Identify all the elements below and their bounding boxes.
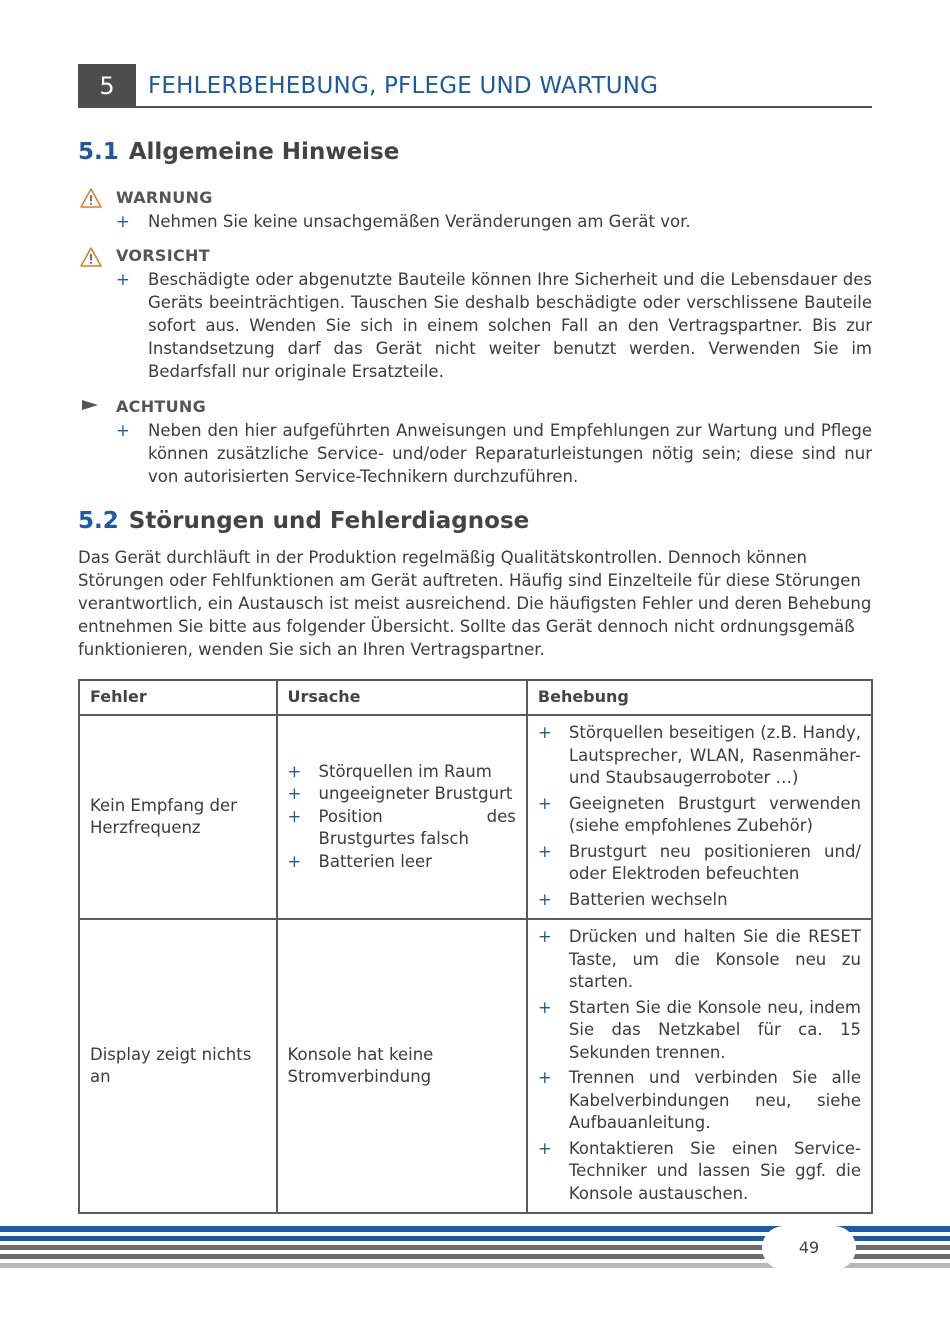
plus-bullet-icon: +: [116, 421, 130, 440]
column-header-fault: Fehler: [79, 680, 277, 715]
fix-cell: [527, 919, 872, 1213]
table-header-row: [79, 680, 872, 715]
chapter-number: 5: [78, 64, 136, 108]
plus-bullet-icon: +: [116, 270, 130, 289]
plus-bullet-icon: +: [537, 723, 552, 742]
plus-bullet-icon: +: [287, 851, 302, 871]
section-number: 5.2: [78, 508, 119, 534]
chapter-rule: [136, 106, 872, 108]
plus-bullet-icon: +: [287, 784, 302, 804]
plus-bullet-icon: +: [537, 1068, 552, 1087]
section-number: 5.1: [78, 139, 119, 165]
plus-bullet-icon: +: [537, 997, 552, 1017]
section-title: Allgemeine Hinweise: [128, 139, 400, 165]
intro-paragraph: Das Gerät durchläuft in der Produktion regelmäßig Qualitätskontrollen. Dennoch können Störungen oder Fehlfunktionen am Gerät auftreten. Häufig sind Einzelteile für diese Störungen verantwortlich, ein Austausch ist meist ausreichend. Die häufigsten Fehler und deren Behebung entnehmen Sie bitte aus folgender Übersicht. Sollte das Gerät dennoch nicht ordnungsgemäß funktionieren, wenden Sie sich an Ihren Vertragspartner.: [78, 548, 872, 659]
column-header-cause: Ursache: [277, 680, 527, 715]
fault-table: [78, 679, 873, 1214]
plus-bullet-icon: +: [116, 212, 130, 231]
warning-triangle-icon: [80, 247, 102, 267]
warning-title: WARNUNG: [116, 188, 213, 207]
list-item: + Brustgurt neu positionieren und/ oder Elektroden befeuchten: [538, 841, 861, 886]
list-item: + Batterien leer: [288, 851, 516, 874]
plus-bullet-icon: +: [287, 761, 302, 781]
list-item: + Trennen und verbinden Sie alle Kabelverbindungen neu, siehe Aufbauanleitung.: [538, 1067, 861, 1135]
table-row: [79, 715, 872, 919]
plus-bullet-icon: +: [287, 806, 302, 826]
caution-title: VORSICHT: [116, 246, 210, 265]
attention-list: [116, 419, 872, 488]
cause-cell: Konsole hat keine Stromverbindung: [277, 919, 527, 1213]
list-item: + Nehmen Sie keine unsachgemäßen Veränderungen am Gerät vor.: [116, 212, 691, 231]
warning-triangle-icon: [80, 188, 102, 208]
column-header-fix: Behebung: [527, 680, 872, 715]
chapter-header: [78, 64, 872, 108]
plus-bullet-icon: +: [537, 889, 552, 909]
plus-bullet-icon: +: [537, 1138, 552, 1158]
list-item: + ungeeigneter Brustgurt: [288, 783, 516, 806]
plus-bullet-icon: +: [537, 793, 552, 813]
list-item: + Kontaktieren Sie einen Service-Techniker und lassen Sie ggf. die Konsole austauschen.: [538, 1138, 861, 1206]
list-item: + Störquellen im Raum: [288, 761, 516, 784]
cause-cell: [277, 715, 527, 919]
plus-bullet-icon: +: [537, 841, 552, 861]
arrow-right-icon: [80, 398, 100, 412]
attention-title: ACHTUNG: [116, 397, 207, 416]
list-item: + Neben den hier aufgeführten Anweisungen und Empfehlungen zur Wartung und Pflege können zusätzliche Service- und/oder Reparaturleistungen nötig sein; diese sind nur von autorisierten Service-Technikern durchzuführen.: [116, 421, 872, 486]
list-item: + Geeigneten Brustgurt verwenden (siehe empfohlenes Zubehör): [538, 793, 861, 838]
fix-cell: [527, 715, 872, 919]
plus-bullet-icon: +: [537, 927, 552, 946]
section-title: Störungen und Fehlerdiagnose: [128, 508, 530, 534]
list-item: + Batterien wechseln: [538, 889, 861, 912]
chapter-title: FEHLERBEHEBUNG, PFLEGE UND WARTUNG: [148, 73, 659, 99]
fault-cell: Kein Empfang der Herzfrequenz: [79, 715, 277, 919]
page-number: 49: [762, 1226, 856, 1270]
fault-cell: Display zeigt nichts an: [79, 919, 277, 1213]
list-item: + Starten Sie die Konsole neu, indem Sie das Netzkabel für ca. 15 Sekunden trennen.: [538, 997, 861, 1065]
table-row: [79, 919, 872, 1213]
list-item: + Störquellen beseitigen (z.B. Handy, Lautsprecher, WLAN, Rasenmäher- und Staubsaugerroboter …): [538, 722, 861, 790]
section-heading-5-2: [78, 508, 529, 534]
warning-list: [116, 210, 872, 233]
list-item: + Beschädigte oder abgenutzte Bauteile können Ihre Sicherheit und die Lebensdauer des Geräts beeinträchtigen. Tauschen Sie deshalb beschädigte oder verschlissene Bauteile sofort aus. Wenden Sie sich in einem solchen Fall an den Vertragspartner. Bis zur Instandsetzung darf das Gerät nicht weiter benutzt werden. Verwenden Sie im Bedarfsfall nur originale Ersatzteile.: [116, 270, 872, 381]
list-item: + Position des Brustgurtes falsch: [288, 806, 516, 851]
section-heading-5-1: [78, 139, 399, 165]
list-item: + Drücken und halten Sie die RESET Taste, um die Konsole neu zu starten.: [538, 926, 861, 994]
caution-list: [116, 268, 872, 383]
